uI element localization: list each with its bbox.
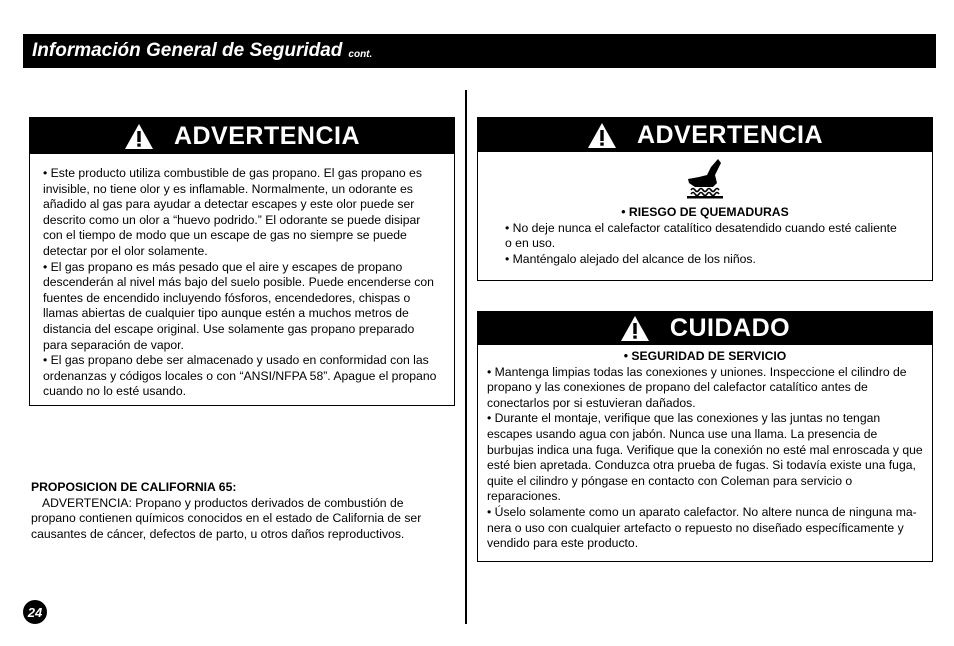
caution-paragraph: • Úselo solamente como un aparato calefactor. No altere nunca de ninguna ma-nera o uso con cualquier artefacto o repuesto no diseñado específicamente y vendido para este producto. — [487, 504, 917, 551]
prop65-notice — [31, 480, 445, 542]
warning-triangle-icon — [124, 123, 154, 150]
service-safety-heading: • SEGURIDAD DE SERVICIO — [623, 349, 787, 363]
prop65-body: ADVERTENCIA: Propano y productos derivados de combustión de propano contienen químicos conocidos en el estado de California de ser causantes de cáncer, defectos de parto, u otros daños reproductivos. — [31, 495, 422, 541]
column-divider — [465, 90, 467, 624]
page-number: 24 — [27, 604, 43, 620]
caution-box-body — [478, 345, 932, 552]
propane-warning-box — [29, 117, 455, 406]
burn-hazard-heading: • RIESGO DE QUEMADURAS — [621, 205, 789, 219]
warning-box-header — [478, 118, 932, 152]
warning-paragraph: • Manténgalo alejado del alcance de los niños. — [505, 251, 756, 266]
page-number-badge — [23, 600, 47, 624]
warning-triangle-icon — [620, 315, 650, 342]
warning-triangle-icon — [587, 122, 617, 149]
caution-box-title: CUIDADO — [669, 314, 791, 342]
warning-paragraph: • No deje nunca el calefactor catalítico desatendido cuando esté caliente o en uso. — [505, 220, 897, 251]
caution-box — [477, 311, 933, 562]
caution-paragraph: • Durante el montaje, verifique que las conexiones y las juntas no tengan escapes usando agua con jabón. Nunca use una llama. La presencia de burbujas indica una fuga. Verifique que la conexión no esté mal enroscada y que esté bien apretada. Conduzca otra prueba de fugas. Si todavía existe una fuga, quite el cilindro y póngase en contacto con Coleman para servicio o reparaciones. — [487, 411, 923, 504]
caution-paragraph: • Mantenga limpias todas las conexiones y uniones. Inspeccione el cilindro de propano y las conexiones de propano del calefactor catalítico antes de conectarlos por si estuvieran dañados. — [487, 364, 907, 410]
warning-box-header — [30, 118, 454, 154]
warning-box-body — [478, 205, 932, 267]
warning-box-title: ADVERTENCIA — [636, 120, 824, 149]
section-header-bar — [23, 34, 936, 68]
caution-box-header — [478, 312, 932, 345]
burn-warning-box — [477, 117, 933, 281]
section-title: Información General de Seguridad — [32, 40, 343, 61]
warning-paragraph: • Este producto utiliza combustible de gas propano. El gas propano es invisible, no tiene olor y es inflamable. Normalmente, un odorante es añadido al gas para ayudar a detectar escapes y este olor puede ser descrito como un olor a “huevo podrido.” El odorante se puede disipar con el tiempo de modo que un escape de gas no siempre se puede detectar por el olor solamente. — [43, 166, 422, 258]
section-continued-label: cont. — [348, 48, 373, 60]
prop65-title: PROPOSICION DE CALIFORNIA 65: — [31, 480, 237, 494]
hot-surface-burn-icon — [685, 157, 725, 199]
warning-paragraph: • El gas propano debe ser almacenado y usado en conformidad con las ordenanzas y códigos locales o con “ANSI/NFPA 58”. Apague el propano cuando no lo esté usando. — [43, 353, 437, 399]
warning-paragraph: • El gas propano es más pesado que el aire y escapes de propano descenderán al nivel más bajo del suelo posible. Puede encenderse con fuentes de encendido incluyendo fósforos, encendedores, chispas o llamas abiertas de cualquier tipo aunque estén a muchos metros de distancia del escape original. Use solamente gas propano preparado para separación de vapor. — [43, 259, 434, 352]
warning-box-body — [30, 154, 454, 400]
warning-box-title: ADVERTENCIA — [173, 121, 361, 150]
